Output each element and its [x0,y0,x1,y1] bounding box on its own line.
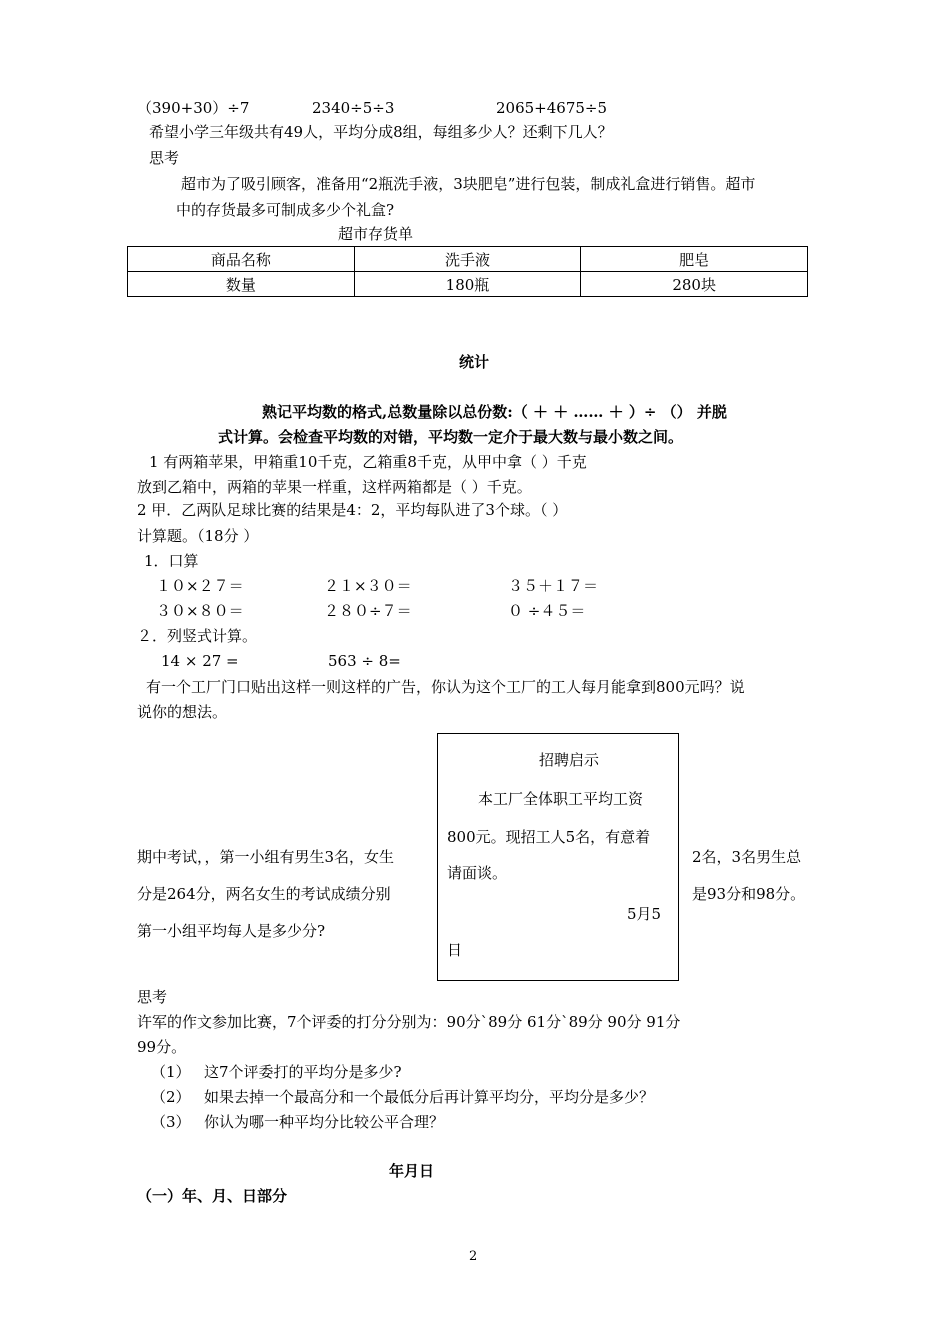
inventory-title: 超市存货单 [338,225,414,243]
essay-subq-text: 这7个评委打的平均分是多少? [204,1063,402,1081]
vertical-item: 563 ÷ 8= [328,652,401,670]
notice-date-day: 日 [447,941,463,959]
factory-question-line1: 有一个工厂门口贴出这样一则这样的广告，你认为这个工厂的工人每月能拿到800元吗？说 [146,678,745,696]
supermarket-question-line1: 超市为了吸引顾客，准备用“2瓶洗手液，3块肥皂”进行包装，制成礼盒进行销售。超市 [181,175,756,193]
notice-line: 800元。现招工人5名，有意着 [447,828,651,846]
vertical-calc-title: ２．列竖式计算。 [137,627,258,645]
table-cell: 180瓶 [354,272,581,297]
essay-subq-num: （1） [151,1063,191,1081]
football-question: 2 甲．乙两队足球比赛的结果是4：2，平均每队进了3个球。（ ） [137,501,568,519]
table-cell: 数量 [128,272,355,297]
oral-item: ２８０÷７＝ [324,602,412,620]
think-label-2: 思考 [137,988,168,1006]
table-row [128,272,808,297]
oral-item: ０ ÷４５＝ [508,602,586,620]
inventory-table [127,246,808,297]
supermarket-question-line2: 中的存货最多可制成多少个礼盒? [176,201,395,219]
page-number: 2 [469,1249,478,1264]
table-cell: 洗手液 [354,247,581,272]
table-row [128,247,808,272]
notice-date: 5月5 [627,905,662,923]
essay-subq-num: （2） [151,1088,191,1106]
notice-line: 请面谈。 [447,864,508,882]
factory-question-line2: 说你的想法。 [137,703,228,721]
oral-calc-title: 1．口算 [144,552,199,570]
essay-subq-text: 如果去掉一个最高分和一个最低分后再计算平均分，平均分是多少？ [204,1088,655,1106]
oral-item: １０×２７＝ [156,577,244,595]
calc-title: 计算题。（18分 ） [137,527,259,545]
exam-question-line2-left: 分是264分，两名女生的考试成绩分别 [137,885,391,903]
vertical-item: 14 × 27 = [161,652,239,670]
exam-question-line2-right: 是93分和98分。 [692,885,806,903]
oral-item: ２１×３０＝ [324,577,412,595]
essay-subq-num: （3） [151,1113,191,1131]
apple-question-line2: 放到乙箱中，两箱的苹果一样重，这样两箱都是（ ）千克。 [137,478,532,496]
date-subsection-title: （一）年、月、日部分 [137,1187,288,1205]
recruitment-notice [437,733,679,981]
think-label-1: 思考 [149,149,180,167]
exam-question-line3: 第一小组平均每人是多少分? [137,922,326,940]
table-cell: 280块 [581,272,808,297]
expression-1: （390+30）÷7 [137,99,250,117]
apple-question-line1: 1 有两箱苹果，甲箱重10千克，乙箱重8千克，从甲中拿（ ）千克 [149,453,587,471]
oral-item: ３５＋１７＝ [508,577,599,595]
essay-question-line2: 99分。 [137,1038,187,1056]
question-hope-school: 希望小学三年级共有49人，平均分成8组，每组多少人？还剩下几人？ [149,123,613,141]
table-cell: 商品名称 [128,247,355,272]
essay-question-line1: 许军的作文参加比赛，7个评委的打分分别为：90分`89分 61分`89分 90分 91分 [137,1013,681,1031]
date-section-title: 年月日 [389,1162,435,1180]
table-cell: 肥皂 [581,247,808,272]
exam-question-line1-right: 2名，3名男生总 [692,848,802,866]
oral-item: ３０×８０＝ [156,602,244,620]
expression-3: 2065+4675÷5 [496,99,608,117]
stats-rule-line1: 熟记平均数的格式,总数量除以总份数:（ ＋ ＋ …… ＋ ）÷ （） 并脱 [262,403,727,421]
essay-subq-text: 你认为哪一种平均分比较公平合理？ [204,1113,445,1131]
exam-question-line1-left: 期中考试，，第一小组有男生3名，女生 [137,848,395,866]
stats-section-title: 统计 [459,353,490,371]
expression-2: 2340÷5÷3 [312,99,395,117]
stats-rule-line2: 式计算。会检查平均数的对错，平均数一定介于最大数与最小数之间。 [218,428,684,446]
notice-line: 本工厂全体职工平均工资 [478,790,644,808]
notice-title: 招聘启示 [539,751,600,769]
